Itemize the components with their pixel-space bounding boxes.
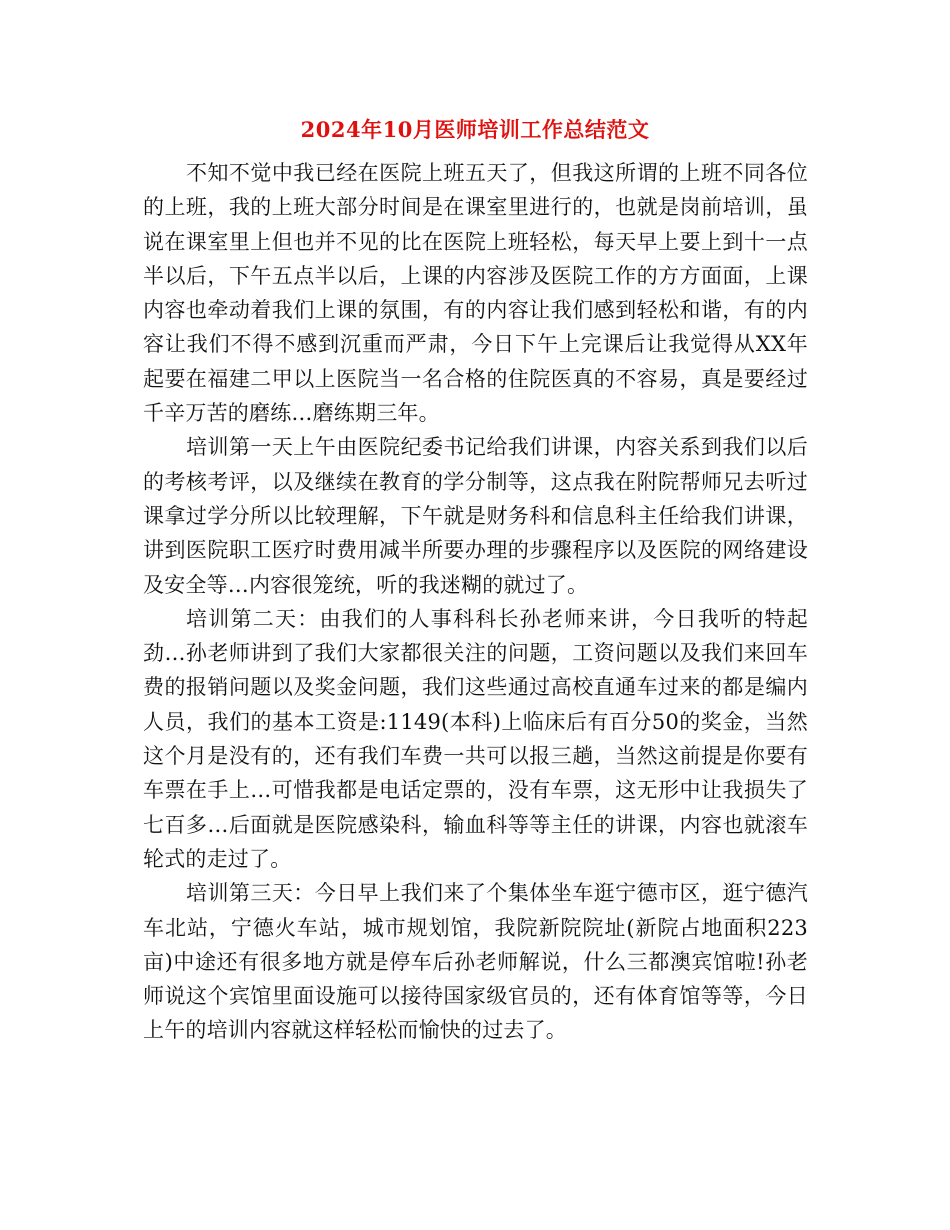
document-body [143, 156, 808, 1048]
document-title: 2024年10月医师培训工作总结范文 [300, 117, 650, 142]
paragraph-4: 培训第三天：今日早上我们来了个集体坐车逛宁德市区，逛宁德汽车北站，宁德火车站，城市规划馆，我院新院院址(新院占地面积223亩)中途还有很多地方就是停车后孙老师解说，什么三都澳宾馆啦!孙老师说这个宾馆里面设施可以接待国家级官员的，还有体育馆等等，今日上午的培训内容就这样轻松而愉快的过去了。 [143, 881, 808, 1043]
paragraph-3: 培训第二天：由我们的人事科科长孙老师来讲，今日我听的特起劲…孙老师讲到了我们大家都很关注的问题，工资问题以及我们来回车费的报销问题以及奖金问题，我们这些通过高校直通车过来的都是编内人员，我们的基本工资是:1149(本科)上临床后有百分50的奖金，当然这个月是没有的，还有我们车费一共可以报三趟，当然这前提是你要有车票在手上…可惜我都是电话定票的，没有车票，这无形中让我损失了七百多…后面就是医院感染科，输血科等等主任的讲课，内容也就滚车轮式的走过了。 [143, 606, 808, 871]
paragraph-2: 培训第一天上午由医院纪委书记给我们讲课，内容关系到我们以后的考核考评，以及继续在教育的学分制等，这点我在附院帮师兄去听过课拿过学分所以比较理解，下午就是财务科和信息科主任给我们讲课，讲到医院职工医疗时费用减半所要办理的步骤程序以及医院的网络建设及安全等…内容很笼统，听的我迷糊的就过了。 [143, 435, 808, 597]
paragraph-1: 不知不觉中我已经在医院上班五天了，但我这所谓的上班不同各位的上班，我的上班大部分时间是在课室里进行的，也就是岗前培训，虽说在课室里上但也并不见的比在医院上班轻松，每天早上要上到十一点半以后，下午五点半以后，上课的内容涉及医院工作的方方面面，上课内容也牵动着我们上课的氛围，有的内容让我们感到轻松和谐，有的内容让我们不得不感到沉重而严肃，今日下午上完课后让我觉得从XX年起要在福建二甲以上医院当一名合格的住院医真的不容易，真是要经过千辛万苦的磨练…磨练期三年。 [143, 161, 808, 426]
